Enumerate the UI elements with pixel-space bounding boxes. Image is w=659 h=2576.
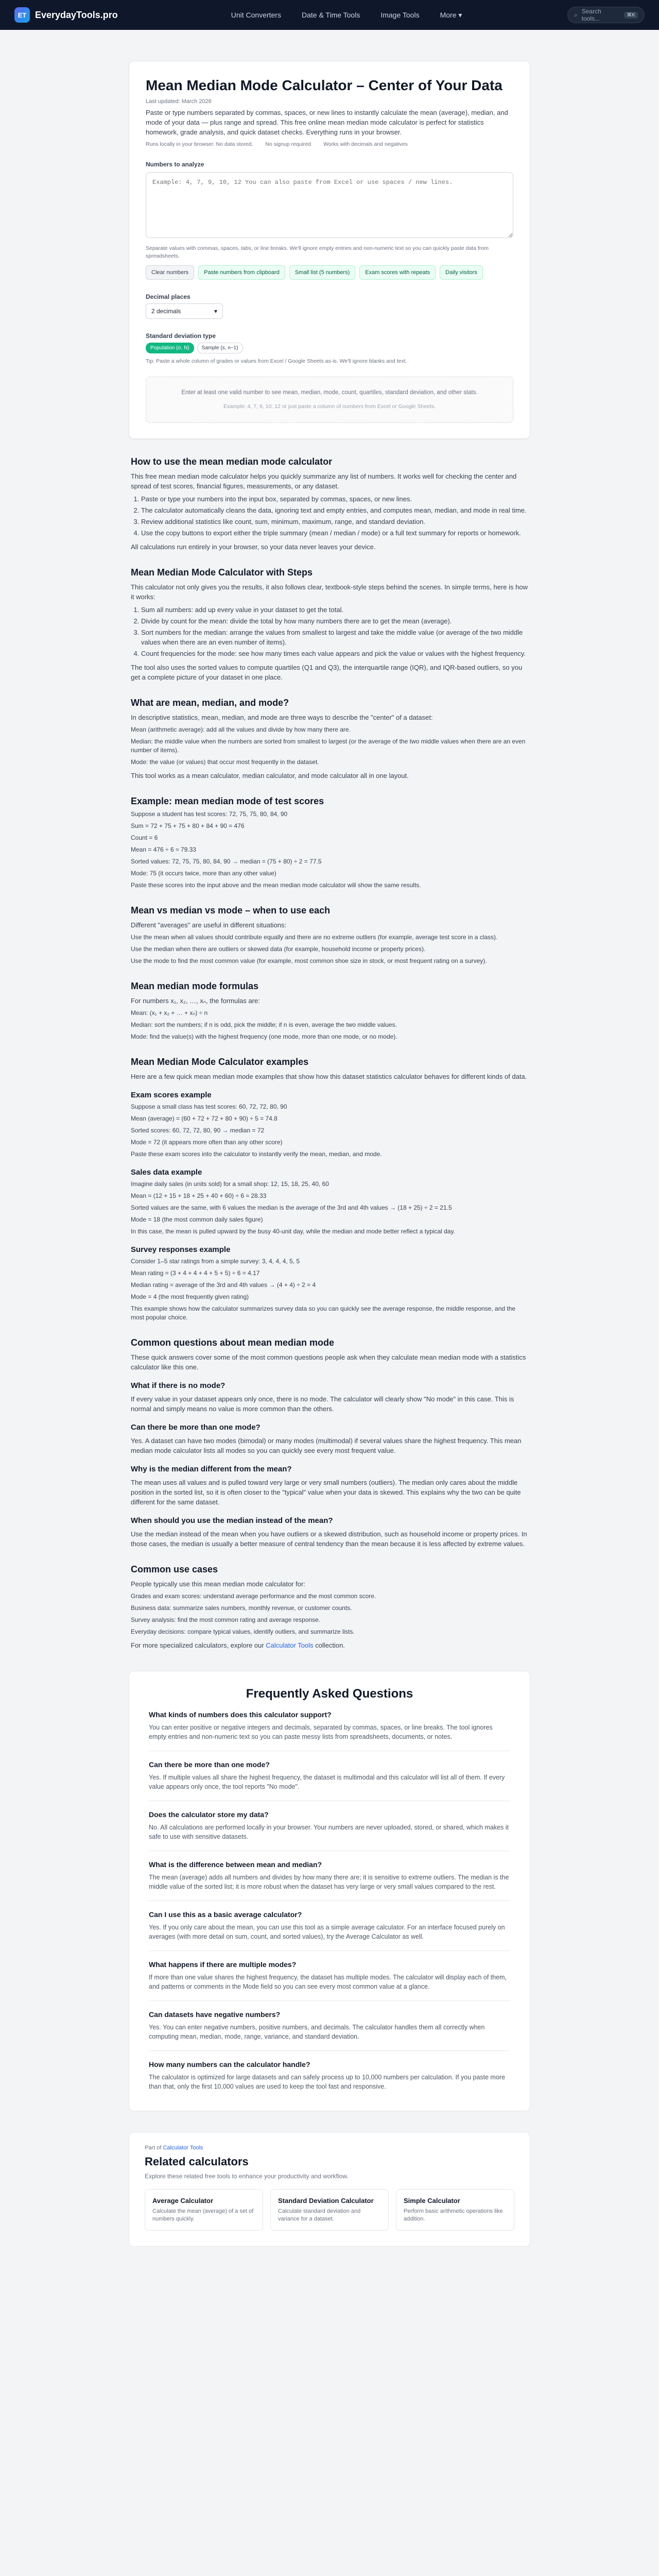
- vs-mode: Use the mode to find the most common value (for example, most common shoe size in stock, or most frequent rating on a survey).: [131, 957, 487, 964]
- faq-question: What happens if there are multiple modes?: [149, 1960, 297, 1969]
- how-steps: [131, 494, 528, 538]
- brand-name: EverydayTools.pro: [35, 9, 118, 20]
- use-case: Business data: summarize sales numbers, monthly revenue, or customer counts.: [131, 1604, 352, 1612]
- card-title: Average Calculator: [152, 2197, 214, 2205]
- example-line: Mean = 476 ÷ 6 ≈ 79.33: [131, 846, 196, 853]
- calculator-card: [129, 61, 530, 439]
- faq-question: Can datasets have negative numbers?: [149, 2010, 281, 2019]
- list-item: 4. Use the copy buttons to export either the triple summary (mean / median / mode) or a full text summary for reports or homework.: [141, 528, 528, 538]
- example-line: Count = 6: [131, 834, 158, 841]
- exam-line: Mean (average) = (60 + 72 + 72 + 80 + 90) ÷ 5 = 74.8: [131, 1115, 278, 1122]
- example-line: Sorted values: 72, 75, 75, 80, 84, 90 → median = (75 + 80) ÷ 2 = 77.5: [131, 858, 322, 865]
- common-a: Yes. A dataset can have two modes (bimodal) or many modes (multimodal) if several values share the highest frequency. This mean median mode calculator lists all modes so you can quickly see every most frequent value.: [131, 1437, 522, 1454]
- steps-outro: The tool also uses the sorted values to compute quartiles (Q1 and Q3), the interquartile range (IQR), and IQR-based outliers, so you get a complete picture of your dataset in one place.: [131, 664, 523, 681]
- card-desc: Calculate the mean (average) of a set of numbers quickly.: [152, 2208, 254, 2222]
- common-a: Use the median instead of the mean when you have outliers or a skewed distribution, such as household income or property prices. In those cases, the median is usually a better measure of central tendency than the mean because it is less affected by extreme values.: [131, 1530, 527, 1548]
- faq-answer: You can enter positive or negative integers and decimals, separated by commas, spaces, or line breaks. The tool ignores empty entries and non-numeric text so you can paste messy lists from spreadsheets, documents, or notes.: [149, 1724, 493, 1740]
- nav-date-time-tools[interactable]: Date & Time Tools: [301, 10, 360, 19]
- related-subtitle: Explore these related free tools to enhance your productivity and workflow.: [145, 2173, 349, 2180]
- feature-notes: [146, 141, 513, 147]
- examples-title: Mean Median Mode Calculator examples: [131, 1057, 309, 1067]
- input-label: Numbers to analyze: [146, 161, 204, 168]
- faq-question: What is the difference between mean and median?: [149, 1860, 322, 1869]
- faq-question: Does the calculator store my data?: [149, 1810, 269, 1819]
- common-q: What if there is no mode?: [131, 1381, 226, 1390]
- nav-image-tools[interactable]: Image Tools: [380, 10, 420, 19]
- note-decimals: Works with decimals and negatives: [323, 141, 408, 147]
- sales-line: In this case, the mean is pulled upward by the busy 40-unit day, while the median and mode better reflect a typical day.: [131, 1228, 455, 1235]
- what-mode: Mode: the value (or values) that occur most frequently in the dataset.: [131, 758, 319, 766]
- nav-more[interactable]: [440, 11, 462, 20]
- note-signup: No signup required: [265, 141, 311, 147]
- list-item: 1. Paste or type your numbers into the input box, separated by commas, spaces, or new lines.: [141, 494, 528, 504]
- examples-intro: Here are a few quick mean median mode examples that show how this dataset statistics calculator behaves for different kinds of data.: [131, 1073, 527, 1080]
- how-outro: All calculations run entirely in your browser, so your data never leaves your device.: [131, 543, 376, 551]
- how-intro: This free mean median mode calculator helps you quickly summarize any list of numbers. It works well for checking the center and spread of test scores, financial figures, measurements, or any dataset.: [131, 472, 517, 490]
- common-a: If every value in your dataset appears only once, there is no mode. The calculator will clearly show "No mode" in this case. This is normal and simply means no value is more common than the others.: [131, 1395, 514, 1413]
- card-desc: Perform basic arithmetic operations like addition.: [404, 2208, 503, 2222]
- how-title: How to use the mean median mode calculator: [131, 456, 333, 467]
- deviation-label: Standard deviation type: [146, 332, 216, 340]
- uses-intro: People typically use this mean median mode calculator for:: [131, 1580, 305, 1588]
- common-title: Common questions about mean median mode: [131, 1337, 335, 1348]
- sales-line: Imagine daily sales (in units sold) for a small shop: 12, 15, 18, 25, 40, 60: [131, 1180, 329, 1188]
- faq-item[interactable]: [149, 1901, 510, 1951]
- tool-intro: Paste or type numbers separated by commas, spaces, or new lines to instantly calculate the mean (average), median, and mode of your data — plus range and spread. This free online mean median mode calculator is perfect for statistics homework, grade analysis, and quick dataset checks. Everything runs in your browser.: [146, 109, 508, 136]
- formula-mode: Mode: find the value(s) with the highest frequency (one mode, more than one mode, or no mode).: [131, 1033, 397, 1040]
- related-card-std-dev[interactable]: [270, 2189, 389, 2231]
- related-title: Related calculators: [145, 2155, 249, 2168]
- calculator-tools-link[interactable]: Calculator Tools: [266, 1641, 314, 1649]
- faq-question: What kinds of numbers does this calculator support?: [149, 1710, 332, 1719]
- decimal-label: Decimal places: [146, 293, 190, 300]
- what-title: What are mean, median, and mode?: [131, 698, 289, 708]
- faq-answer: No. All calculations are performed locally in your browser. Your numbers are never uploaded, stored, or shared, which makes it safe to use with sensitive datasets.: [149, 1824, 509, 1840]
- search-shortcut: ⌘K: [624, 12, 638, 19]
- faq-question: Can there be more than one mode?: [149, 1760, 270, 1769]
- sales-line: Mean = (12 + 15 + 18 + 25 + 40 + 60) ÷ 6 ≈ 28.33: [131, 1192, 267, 1199]
- exam-title: Exam scores example: [131, 1091, 212, 1099]
- decimal-select[interactable]: [146, 303, 223, 319]
- common-q: Why is the median different from the mean?: [131, 1465, 292, 1473]
- sales-line: Sorted values are the same, with 6 values the median is the average of the 3rd and 4th values → (18 + 25) ÷ 2 = 21.5: [131, 1204, 452, 1211]
- example-title: Example: mean median mode of test scores: [131, 796, 324, 806]
- formula-intro: For numbers x₁, x₂, …, xₙ, the formulas are:: [131, 997, 260, 1005]
- common-intro: These quick answers cover some of the most common questions people ask when they calculate mean median mode with a statistics calculator like this one.: [131, 1353, 526, 1371]
- use-case: Everyday decisions: compare typical values, identify outliers, and summarize lists.: [131, 1628, 355, 1635]
- page-title: Mean Median Mode Calculator – Center of Your Data: [146, 77, 502, 93]
- sample-option[interactable]: Sample (s, n−1): [197, 343, 243, 353]
- clear-numbers-button[interactable]: Clear numbers: [146, 265, 194, 280]
- faq-item[interactable]: [149, 1951, 510, 2001]
- faq-answer: The mean (average) adds all numbers and divides by how many there are; it is sensitive to extreme outliers. The median is the middle value of the sorted list; it is more robust when the dataset has very large or very small values compared to the rest.: [149, 1874, 509, 1890]
- exam-line: Mode = 72 (it appears more often than any other score): [131, 1139, 283, 1146]
- uses-title: Common use cases: [131, 1564, 218, 1574]
- what-median: Median: the middle value when the numbers are sorted from smallest to largest (or the average of the two middle values when there are an even number of items).: [131, 738, 526, 754]
- formula-median: Median: sort the numbers; if n is odd, pick the middle; if n is even, average the two middle values.: [131, 1021, 397, 1028]
- vs-intro: Different "averages" are useful in different situations:: [131, 921, 287, 929]
- main-nav: [231, 11, 462, 20]
- vs-mean: Use the mean when all values should contribute equally and there are no extreme outliers (for example, average test score in a class).: [131, 934, 498, 941]
- common-a: The mean uses all values and is pulled toward very large or very small numbers (outliers). The median only cares about the middle position in the sorted list, so it is often closer to the "typical" value when your data is skewed. This explains why the two can be quite different for the same dataset.: [131, 1479, 521, 1506]
- faq-answer: Yes. You can enter negative numbers, positive numbers, and decimals. The calculator handles them all correctly when computing mean, median, mode, range, variance, and standard deviation.: [149, 2024, 485, 2040]
- related-card-simple[interactable]: [396, 2189, 514, 2231]
- vs-median: Use the median when there are outliers or skewed data (for example, household income or property prices).: [131, 945, 426, 953]
- brand-logo[interactable]: [14, 7, 118, 23]
- input-help: Separate values with commas, spaces, tabs, or line breaks. We'll ignore empty entries and non-numeric text so you can quickly paste data from spreadsheets.: [146, 245, 489, 259]
- uses-outro: [131, 1640, 528, 1650]
- steps-list: [131, 605, 528, 658]
- crumb-prefix: Part of: [145, 2145, 162, 2151]
- results-example: Example: 4, 7, 9, 10, 12 or just paste a column of numbers from Excel or Google Sheets.: [223, 403, 436, 410]
- numbers-input[interactable]: [146, 172, 513, 238]
- faq-answer: The calculator is optimized for large datasets and can safely process up to 10,000 numbers per calculation. If you paste more than that, only the first 10,000 values are used to keep the tool fast and responsive.: [149, 2074, 506, 2090]
- nav-unit-converters[interactable]: Unit Converters: [231, 10, 281, 19]
- search-placeholder: Search tools...: [581, 8, 601, 22]
- faq-item[interactable]: [149, 1701, 510, 1751]
- preset-buttons: [146, 265, 513, 280]
- list-item: 1. Sum all numbers: add up every value in your dataset to get the total.: [141, 605, 528, 615]
- decimal-value: 2 decimals: [151, 308, 181, 315]
- survey-title: Survey responses example: [131, 1245, 231, 1254]
- example-line: Suppose a student has test scores: 72, 75, 75, 80, 84, 90: [131, 810, 288, 818]
- what-mean: Mean (arithmetic average): add all the values and divide by how many there are.: [131, 726, 351, 733]
- vs-title: Mean vs median vs mode – when to use each: [131, 905, 331, 916]
- uses-outro-suffix: collection.: [315, 1641, 345, 1649]
- survey-line: Mode = 4 (the most frequently given rating): [131, 1293, 249, 1300]
- top-nav: [0, 0, 659, 30]
- faq-title: Frequently Asked Questions: [246, 1687, 413, 1701]
- faq-item[interactable]: [149, 2001, 510, 2051]
- last-updated: Last updated: March 2026: [146, 98, 212, 105]
- card-title: Simple Calculator: [404, 2197, 460, 2205]
- crumb-link[interactable]: Calculator Tools: [163, 2145, 203, 2151]
- search-icon: ⌕: [574, 11, 578, 19]
- faq-question: Can I use this as a basic average calculator?: [149, 1910, 302, 1919]
- results-panel: [146, 377, 513, 423]
- results-empty-text: Enter at least one valid number to see mean, median, mode, count, quartiles, standard deviation, and other stats.: [181, 389, 478, 396]
- note-local: Runs locally in your browser. No data stored.: [146, 141, 253, 147]
- sales-line: Mode = 18 (the most common daily sales figure): [131, 1216, 263, 1223]
- exam-line: Sorted scores: 60, 72, 72, 80, 90 → median = 72: [131, 1127, 265, 1134]
- search-box[interactable]: [567, 7, 645, 23]
- example-line: Sum = 72 + 75 + 75 + 80 + 84 + 90 = 476: [131, 822, 245, 829]
- faq-answer: If more than one value shares the highest frequency, the dataset has multiple modes. The calculator will display each of them, and patterns or comments in the Mode field so you can see every most common value at a glance.: [149, 1974, 507, 1990]
- survey-line: Consider 1–5 star ratings from a simple survey: 3, 4, 4, 4, 5, 5: [131, 1258, 300, 1265]
- faq-item[interactable]: [149, 2051, 510, 2100]
- article: [129, 456, 530, 1650]
- faq-item[interactable]: [149, 1801, 510, 1851]
- survey-line: Median rating = average of the 3rd and 4th values → (4 + 4) ÷ 2 = 4: [131, 1281, 316, 1289]
- paste-clipboard-button[interactable]: Paste numbers from clipboard: [198, 265, 285, 280]
- list-item: 2. Divide by count for the mean: divide the total by how many numbers there are to get the mean (average).: [141, 616, 528, 626]
- faq-item[interactable]: [149, 1751, 510, 1801]
- chevron-down-icon: ▾: [214, 308, 217, 315]
- list-item: 3. Sort numbers for the median: arrange the values from smallest to largest and take the middle value (or average of the two middle values when there are an even number of items).: [141, 628, 528, 647]
- what-outro: This tool works as a mean calculator, median calculator, and mode calculator all in one layout.: [131, 772, 409, 779]
- chevron-down-icon: ▾: [458, 10, 462, 19]
- exam-line: Suppose a small class has test scores: 60, 72, 72, 80, 90: [131, 1103, 287, 1110]
- survey-line: This example shows how the calculator summarizes survey data so you can quickly see the average response, the middle response, and the most popular choice.: [131, 1305, 516, 1321]
- example-line: Mode: 75 (it occurs twice, more than any other value): [131, 870, 276, 877]
- exam-scores-button[interactable]: Exam scores with repeats: [359, 265, 436, 280]
- faq-answer: Yes. If you only care about the mean, you can use this tool as a simple average calculator. For an interface focused purely on averages (with more detail on sum, count, and sorted values), try the Average Calculator as well.: [149, 1924, 505, 1940]
- related-section: [129, 2132, 530, 2247]
- breadcrumb: [145, 2145, 514, 2151]
- related-grid: [145, 2189, 514, 2231]
- list-item: 2. The calculator automatically cleans the data, ignoring text and empty entries, and computes mean, median, and mode in real time.: [141, 505, 528, 515]
- steps-title: Mean Median Mode Calculator with Steps: [131, 567, 313, 578]
- common-q: When should you use the median instead of the mean?: [131, 1516, 333, 1525]
- logo-icon: ET: [14, 7, 30, 23]
- use-case: Grades and exam scores: understand average performance and the most common score.: [131, 1592, 376, 1600]
- small-list-button[interactable]: Small list (5 numbers): [289, 265, 355, 280]
- card-desc: Calculate standard deviation and variance for a dataset.: [278, 2208, 361, 2222]
- faq-question: How many numbers can the calculator handle?: [149, 2060, 310, 2069]
- related-card-average[interactable]: [145, 2189, 263, 2231]
- faq-item[interactable]: [149, 1851, 510, 1901]
- sales-title: Sales data example: [131, 1168, 202, 1177]
- what-intro: In descriptive statistics, mean, median, and mode are three ways to describe the "center" of a dataset:: [131, 714, 433, 721]
- steps-intro: This calculator not only gives you the results, it also follows clear, textbook-style steps behind the scenes. In simple terms, here is how it works:: [131, 583, 528, 601]
- uses-outro-prefix: For more specialized calculators, explore our: [131, 1641, 264, 1649]
- list-item: 4. Count frequencies for the mode: see how many times each value appears and pick the value or values with the highest frequency.: [141, 649, 528, 658]
- card-title: Standard Deviation Calculator: [278, 2197, 374, 2205]
- common-q: Can there be more than one mode?: [131, 1423, 261, 1432]
- deviation-toggle: [146, 343, 513, 353]
- example-line: Paste these scores into the input above and the mean median mode calculator will show the same results.: [131, 882, 421, 889]
- faq-answer: Yes. If multiple values all share the highest frequency, the dataset is multimodal and this calculator will list all of them. If every value appears only once, the tool reports "No mode".: [149, 1774, 505, 1790]
- deviation-help: Tip: Paste a whole column of grades or values from Excel / Google Sheets as-is. We'll ignore blanks and text.: [146, 358, 407, 364]
- daily-visitors-button[interactable]: Daily visitors: [440, 265, 483, 280]
- faq-section: [129, 1671, 530, 2111]
- formula-title: Mean median mode formulas: [131, 981, 259, 991]
- nav-more-label: More: [440, 10, 457, 19]
- use-case: Survey analysis: find the most common rating and average response.: [131, 1616, 321, 1623]
- survey-line: Mean rating = (3 + 4 + 4 + 4 + 5 + 5) ÷ 6 = 4.17: [131, 1269, 260, 1277]
- list-item: 3. Review additional statistics like count, sum, minimum, maximum, range, and standard deviation.: [141, 517, 528, 527]
- formula-mean: Mean: (x₁ + x₂ + … + xₙ) ÷ n: [131, 1009, 208, 1016]
- main-content: [129, 61, 530, 2247]
- population-option[interactable]: Population (σ, N): [146, 343, 194, 353]
- exam-line: Paste these exam scores into the calculator to instantly verify the mean, median, and mode.: [131, 1150, 382, 1158]
